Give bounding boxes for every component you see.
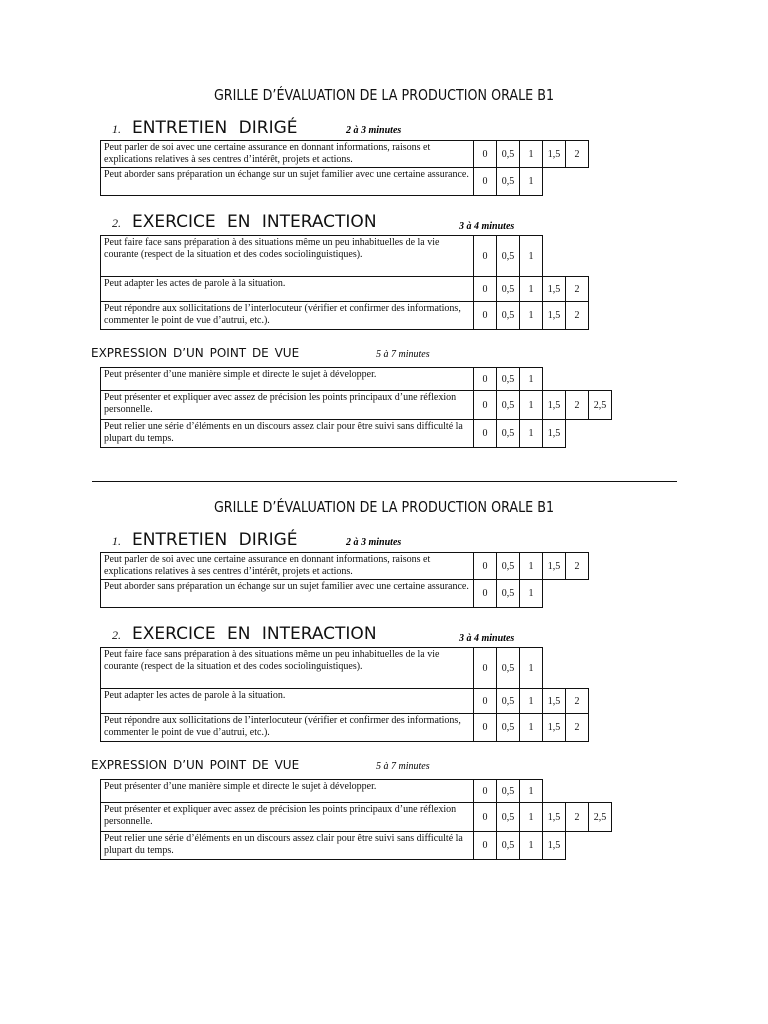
score-cell[interactable]: 0 (474, 832, 497, 860)
score-cell[interactable]: 1 (520, 714, 543, 742)
score-cell[interactable]: 2 (566, 141, 589, 168)
criterion-row (101, 420, 612, 448)
section2-number: 2. (112, 216, 121, 230)
criterion-text: Peut aborder sans préparation un échange sur un sujet familier avec une certaine assurance. (101, 580, 474, 608)
section2-heading (112, 212, 377, 232)
section1-number: 1. (112, 534, 121, 548)
score-cell[interactable]: 0,5 (497, 420, 520, 448)
criterion-row (101, 302, 612, 330)
criterion-text: Peut aborder sans préparation un échange sur un sujet familier avec une certaine assurance. (101, 168, 474, 196)
score-cell[interactable]: 2 (566, 689, 589, 714)
score-cell[interactable]: 2 (566, 553, 589, 580)
score-cell[interactable]: 1,5 (543, 420, 566, 448)
score-cell[interactable]: 2 (566, 391, 589, 420)
score-cell-empty (543, 780, 566, 803)
score-cell[interactable]: 2,5 (589, 391, 612, 420)
score-cell-empty (589, 277, 612, 302)
criterion-text: Peut présenter et expliquer avec assez de précision les points principaux d’une réflexion personnelle. (101, 803, 474, 832)
score-cell-empty (566, 236, 589, 277)
score-cell-empty (566, 168, 589, 196)
criterion-row (101, 168, 612, 196)
score-cell[interactable]: 1 (520, 780, 543, 803)
score-cell[interactable]: 0,5 (497, 141, 520, 168)
section1-duration: 2 à 3 minutes (346, 125, 402, 136)
section3-table (100, 367, 612, 448)
section2-heading (112, 624, 377, 644)
criterion-row (101, 141, 612, 168)
score-cell[interactable]: 2 (566, 302, 589, 330)
score-cell[interactable]: 2 (566, 714, 589, 742)
score-cell[interactable]: 0,5 (497, 780, 520, 803)
score-cell-empty (589, 236, 612, 277)
score-cell[interactable]: 1 (520, 689, 543, 714)
score-cell[interactable]: 0 (474, 420, 497, 448)
score-cell-empty (589, 580, 612, 608)
score-cell[interactable]: 1,5 (543, 302, 566, 330)
score-cell[interactable]: 0,5 (497, 714, 520, 742)
criterion-text: Peut répondre aux sollicitations de l’interlocuteur (vérifier et confirmer des informations, commenter le point de vue d’autrui, etc.). (101, 302, 474, 330)
score-cell[interactable]: 0 (474, 368, 497, 391)
score-cell[interactable]: 2 (566, 277, 589, 302)
score-cell[interactable]: 1 (520, 648, 543, 689)
section1-number: 1. (112, 122, 121, 136)
score-cell[interactable]: 0 (474, 580, 497, 608)
section2-number: 2. (112, 628, 121, 642)
section3-title: EXPRESSION D’UN POINT DE VUE (91, 346, 300, 360)
score-cell[interactable]: 1 (520, 302, 543, 330)
score-cell[interactable]: 1,5 (543, 277, 566, 302)
page-title: GRILLE D’ÉVALUATION DE LA PRODUCTION ORALE B1 (213, 86, 555, 104)
score-cell[interactable]: 0 (474, 553, 497, 580)
section1-heading (112, 118, 298, 138)
section1-table (100, 552, 612, 608)
score-cell-empty (589, 168, 612, 196)
section3-duration: 5 à 7 minutes (376, 761, 430, 772)
criterion-text: Peut parler de soi avec une certaine assurance en donnant informations, raisons et explications relatives à ses centres d’intérêt, projets et actions. (101, 553, 474, 580)
criterion-text: Peut adapter les actes de parole à la situation. (101, 277, 474, 302)
score-cell[interactable]: 1 (520, 803, 543, 832)
section3-title: EXPRESSION D’UN POINT DE VUE (91, 758, 300, 772)
score-cell[interactable]: 1 (520, 236, 543, 277)
score-cell[interactable]: 1 (520, 420, 543, 448)
score-cell[interactable]: 0,5 (497, 302, 520, 330)
score-cell[interactable]: 1,5 (543, 553, 566, 580)
score-cell[interactable]: 0,5 (497, 648, 520, 689)
section1-table (100, 140, 612, 196)
section2-title: EXERCICE EN INTERACTION (132, 212, 377, 232)
score-cell[interactable]: 1 (520, 553, 543, 580)
score-cell[interactable]: 1 (520, 168, 543, 196)
criterion-text: Peut relier une série d’éléments en un discours assez clair pour être suivi sans difficulté la plupart du temps. (101, 832, 474, 860)
score-cell[interactable]: 1,5 (543, 689, 566, 714)
score-cell-empty (589, 714, 612, 742)
score-cell-empty (566, 780, 589, 803)
criterion-text: Peut faire face sans préparation à des situations même un peu inhabituelles de la vie courante (respect de la situation et des codes sociolinguistiques). (101, 648, 474, 689)
section1-title: ENTRETIEN DIRIGÉ (132, 530, 298, 550)
score-cell[interactable]: 1 (520, 832, 543, 860)
score-cell[interactable]: 1 (520, 580, 543, 608)
criterion-text: Peut présenter d’une manière simple et directe le sujet à développer. (101, 780, 474, 803)
score-cell[interactable]: 0,5 (497, 580, 520, 608)
score-cell[interactable]: 0,5 (497, 277, 520, 302)
section2-table (100, 647, 612, 742)
section1-heading (112, 530, 298, 550)
section3-table (100, 779, 612, 860)
score-cell[interactable]: 1,5 (543, 141, 566, 168)
score-cell-empty (589, 368, 612, 391)
score-cell-empty (566, 832, 589, 860)
score-cell[interactable]: 0 (474, 141, 497, 168)
score-cell[interactable]: 0,5 (497, 803, 520, 832)
score-cell[interactable]: 1,5 (543, 714, 566, 742)
score-cell[interactable]: 0 (474, 302, 497, 330)
score-cell[interactable]: 0 (474, 391, 497, 420)
section2-title: EXERCICE EN INTERACTION (132, 624, 377, 644)
score-cell[interactable]: 0 (474, 236, 497, 277)
score-cell-empty (543, 236, 566, 277)
criterion-text: Peut présenter d’une manière simple et directe le sujet à développer. (101, 368, 474, 391)
criterion-text: Peut faire face sans préparation à des situations même un peu inhabituelles de la vie courante (respect de la situation et des codes sociolinguistiques). (101, 236, 474, 277)
score-cell-empty (589, 302, 612, 330)
score-cell[interactable]: 1 (520, 368, 543, 391)
score-cell[interactable]: 0 (474, 168, 497, 196)
criterion-text: Peut relier une série d’éléments en un discours assez clair pour être suivi sans difficulté la plupart du temps. (101, 420, 474, 448)
score-cell[interactable]: 0,5 (497, 689, 520, 714)
criterion-row (101, 714, 612, 742)
score-cell[interactable]: 2,5 (589, 803, 612, 832)
score-cell-empty (589, 689, 612, 714)
criterion-row (101, 648, 612, 689)
score-cell-empty (543, 580, 566, 608)
score-cell-empty (589, 648, 612, 689)
section2-duration: 3 à 4 minutes (459, 633, 515, 644)
criterion-row (101, 780, 612, 803)
score-cell-empty (566, 648, 589, 689)
score-cell[interactable]: 0 (474, 803, 497, 832)
section1-duration: 2 à 3 minutes (346, 537, 402, 548)
score-cell[interactable]: 0,5 (497, 391, 520, 420)
page-divider (92, 481, 677, 482)
score-cell-empty (543, 368, 566, 391)
score-cell-empty (566, 420, 589, 448)
score-cell[interactable]: 0 (474, 780, 497, 803)
score-cell-empty (589, 832, 612, 860)
score-cell[interactable]: 0 (474, 277, 497, 302)
score-cell[interactable]: 0,5 (497, 236, 520, 277)
criterion-row (101, 236, 612, 277)
criterion-row (101, 832, 612, 860)
score-cell[interactable]: 1 (520, 277, 543, 302)
criterion-row (101, 368, 612, 391)
section3-duration: 5 à 7 minutes (376, 349, 430, 360)
score-cell-empty (566, 368, 589, 391)
criterion-text: Peut présenter et expliquer avec assez de précision les points principaux d’une réflexion personnelle. (101, 391, 474, 420)
score-cell[interactable]: 0,5 (497, 553, 520, 580)
criterion-row (101, 580, 612, 608)
score-cell[interactable]: 1,5 (543, 391, 566, 420)
score-cell[interactable]: 0,5 (497, 168, 520, 196)
criterion-text: Peut adapter les actes de parole à la situation. (101, 689, 474, 714)
criterion-row (101, 803, 612, 832)
score-cell[interactable]: 2 (566, 803, 589, 832)
criterion-row (101, 553, 612, 580)
score-cell[interactable]: 1 (520, 141, 543, 168)
score-cell-empty (589, 780, 612, 803)
score-cell-empty (543, 168, 566, 196)
score-cell[interactable]: 1,5 (543, 832, 566, 860)
criterion-row (101, 277, 612, 302)
criterion-row (101, 391, 612, 420)
score-cell-empty (543, 648, 566, 689)
section1-title: ENTRETIEN DIRIGÉ (132, 118, 298, 138)
criterion-row (101, 689, 612, 714)
score-cell-empty (589, 141, 612, 168)
criterion-text: Peut parler de soi avec une certaine assurance en donnant informations, raisons et explications relatives à ses centres d’intérêt, projets et actions. (101, 141, 474, 168)
score-cell[interactable]: 0,5 (497, 832, 520, 860)
section2-table (100, 235, 612, 330)
score-cell[interactable]: 0 (474, 689, 497, 714)
score-cell-empty (566, 580, 589, 608)
score-cell[interactable]: 0,5 (497, 368, 520, 391)
section2-duration: 3 à 4 minutes (459, 221, 515, 232)
score-cell[interactable]: 1 (520, 391, 543, 420)
criterion-text: Peut répondre aux sollicitations de l’interlocuteur (vérifier et confirmer des informations, commenter le point de vue d’autrui, etc.). (101, 714, 474, 742)
score-cell[interactable]: 0 (474, 714, 497, 742)
score-cell[interactable]: 0 (474, 648, 497, 689)
page-title: GRILLE D’ÉVALUATION DE LA PRODUCTION ORALE B1 (213, 498, 555, 516)
score-cell-empty (589, 420, 612, 448)
score-cell-empty (589, 553, 612, 580)
score-cell[interactable]: 1,5 (543, 803, 566, 832)
